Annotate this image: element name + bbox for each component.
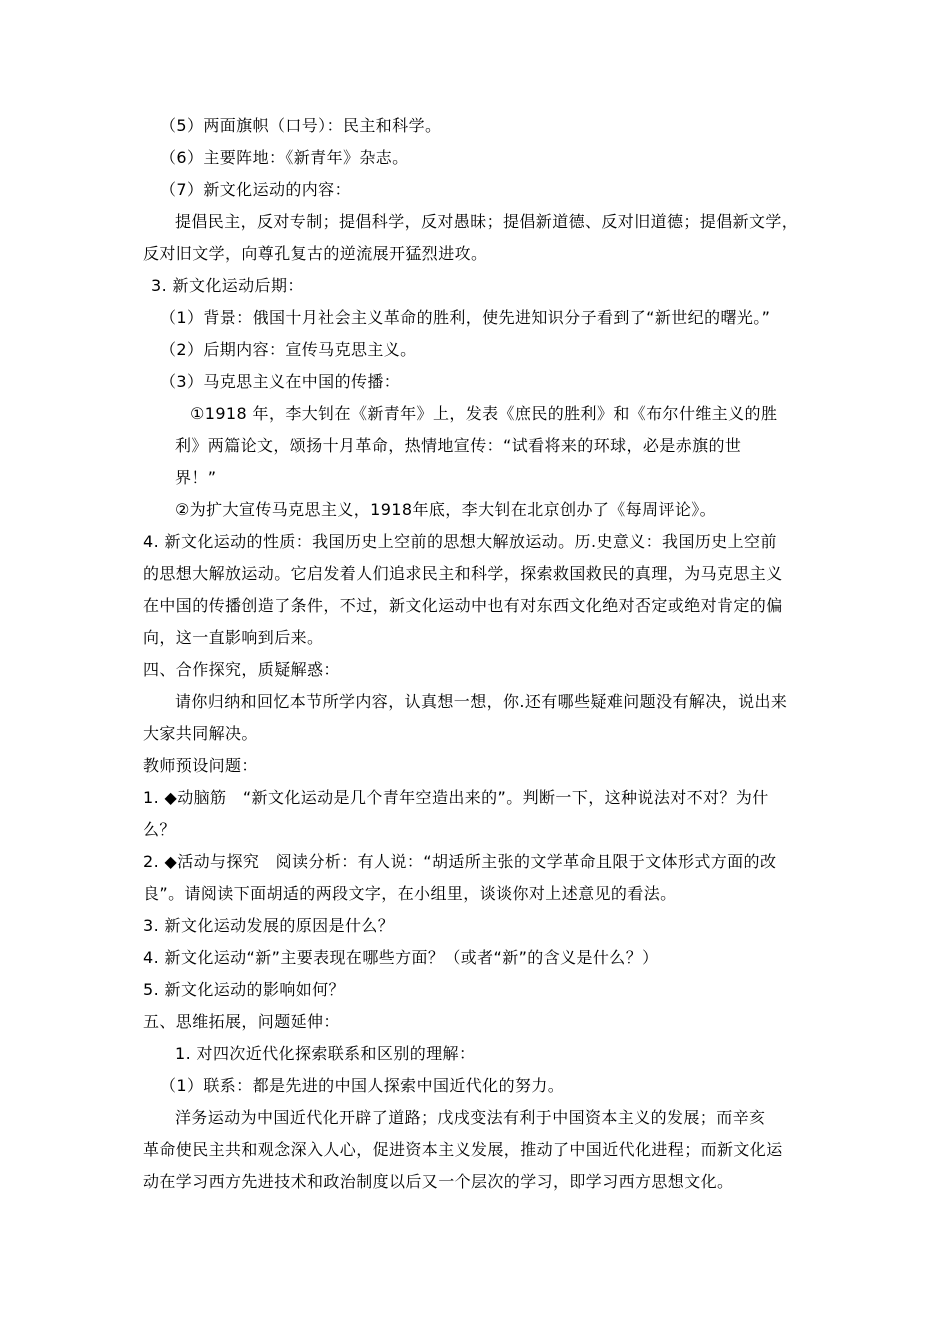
text-line: 革命使民主共和观念深入人心，促进资本主义发展，推动了中国近代化进程；而新文化运: [143, 1140, 783, 1159]
section-heading: 3. 新文化运动后期：: [151, 276, 304, 295]
text-line: 洋务运动为中国近代化开辟了道路；戊戌变法有利于中国资本主义的发展；而辛亥: [175, 1108, 766, 1127]
text-line: 提倡民主，反对专制；提倡科学，反对愚昧；提倡新道德、反对旧道德；提倡新文学，: [175, 212, 799, 231]
text-line: 动在学习西方先进技术和政治制度以后又一个层次的学习，即学习西方思想文化。: [143, 1172, 734, 1191]
section-heading: 四、合作探究，质疑解惑：: [143, 660, 340, 679]
text-line: （7）新文化运动的内容：: [160, 180, 351, 199]
text-line: （1）联系：都是先进的中国人探索中国近代化的努力。: [160, 1076, 565, 1095]
section-heading: 4. 新文化运动的性质：我国历史上空前的思想大解放运动。历.史意义：我国历史上空前: [143, 532, 777, 551]
section-heading: 五、思维拓展，问题延伸：: [143, 1012, 340, 1031]
text-line: （2）后期内容：宣传马克思主义。: [160, 340, 417, 359]
text-line: 请你归纳和回忆本节所学内容，认真想一想，你.还有哪些疑难问题没有解决，说出来: [175, 692, 788, 711]
text-line: （3）马克思主义在中国的传播：: [160, 372, 401, 391]
text-line: 界！”: [175, 468, 217, 487]
text-line: 利》两篇论文，颂扬十月革命，热情地宣传：“试看将来的环球，必是赤旗的世: [175, 436, 742, 455]
question-line: 2. ◆活动与探究 阅读分析：有人说：“胡适所主张的文学革命且限于文体形式方面的改: [143, 852, 777, 871]
question-line: 4. 新文化运动“新”主要表现在哪些方面？（或者“新”的含义是什么？）: [143, 948, 659, 967]
text-line: ①1918 年，李大钊在《新青年》上，发表《庶民的胜利》和《布尔什维主义的胜: [190, 404, 778, 423]
question-line: 良”。请阅读下面胡适的两段文字，在小组里，谈谈你对上述意见的看法。: [143, 884, 677, 903]
question-line: 5. 新文化运动的影响如何？: [143, 980, 345, 999]
text-line: 向，这一直影响到后来。: [143, 628, 324, 647]
text-line: 的思想大解放运动。它启发着人们追求民主和科学，探索救国救民的真理，为马克思主义: [143, 564, 783, 583]
question-line: 么？: [143, 820, 176, 839]
text-line: 大家共同解决。: [143, 724, 258, 743]
text-line: 教师预设问题：: [143, 756, 258, 775]
question-line: 1. ◆动脑筋 “新文化运动是几个青年空造出来的”。判断一下，这种说法对不对？为什: [143, 788, 769, 807]
text-line: 1. 对四次近代化探索联系和区别的理解：: [175, 1044, 476, 1063]
question-line: 3. 新文化运动发展的原因是什么？: [143, 916, 395, 935]
text-line: （1）背景：俄国十月社会主义革命的胜利，使先进知识分子看到了“新世纪的曙光。”: [160, 308, 771, 327]
text-line: （6）主要阵地：《新青年》杂志。: [160, 148, 409, 167]
text-line: 反对旧文学，向尊孔复古的逆流展开猛烈进攻。: [143, 244, 488, 263]
text-line: （5）两面旗帜（口号）：民主和科学。: [160, 116, 442, 135]
text-line: 在中国的传播创造了条件，不过，新文化运动中也有对东西文化绝对否定或绝对肯定的偏: [143, 596, 783, 615]
text-line: ②为扩大宣传马克思主义，1918年底，李大钊在北京创办了《每周评论》。: [175, 500, 717, 519]
